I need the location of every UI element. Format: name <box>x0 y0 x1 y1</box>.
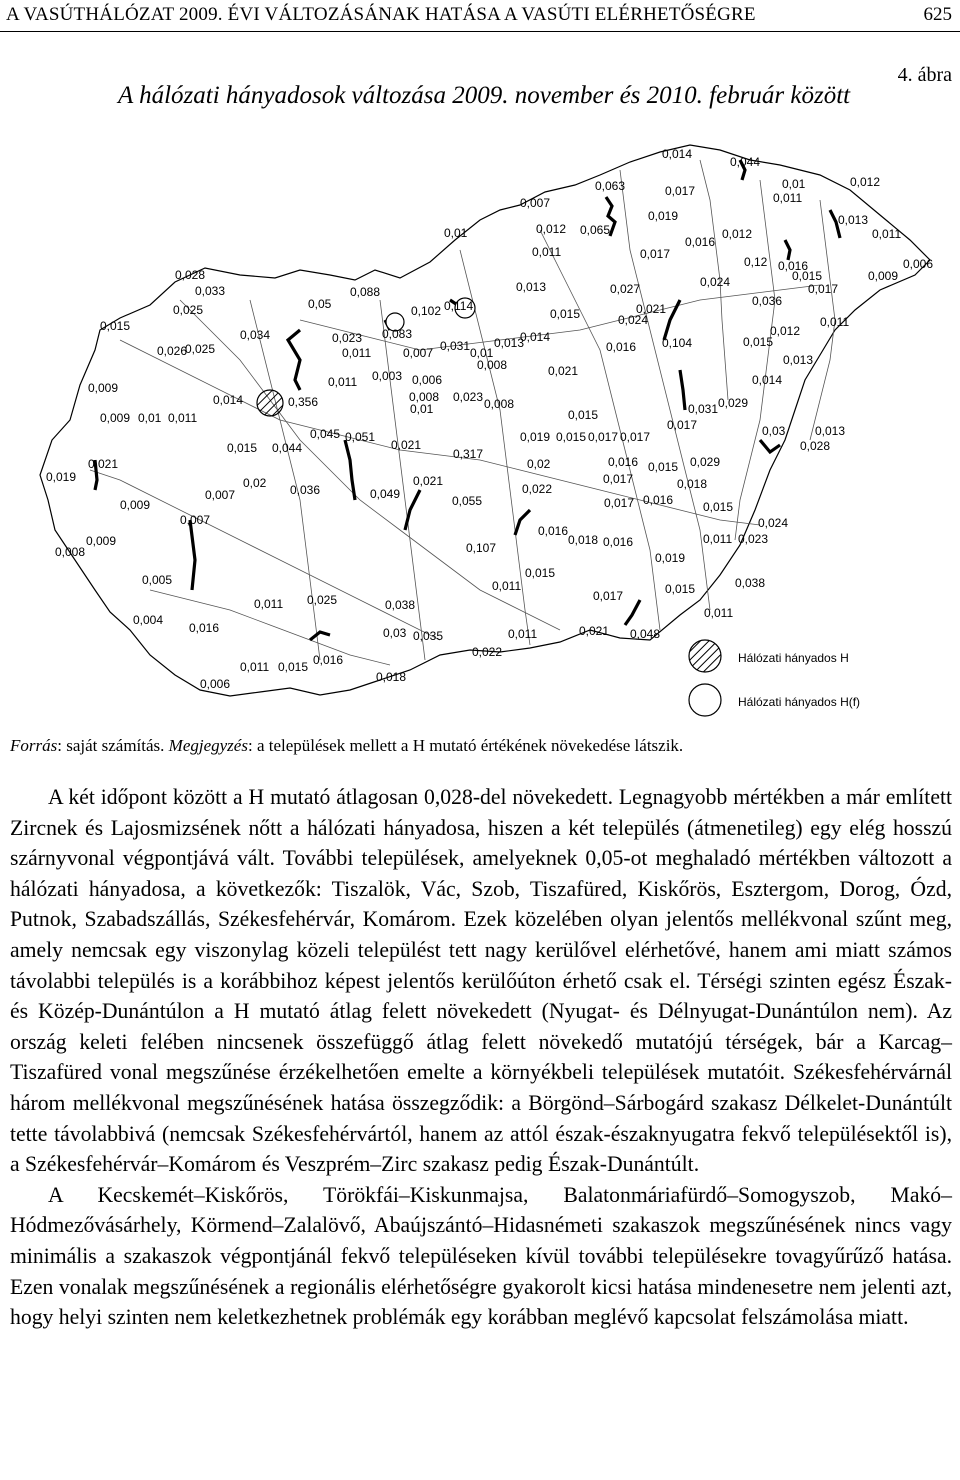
map-value: 0,011 <box>168 411 198 425</box>
map-value: 0,009 <box>88 381 119 395</box>
running-title: A VASÚTHÁLÓZAT 2009. ÉVI VÁLTOZÁSÁNAK HATÁSA A VASÚTI ELÉRHETŐSÉGRE <box>6 4 756 25</box>
map-value: 0,027 <box>610 282 641 296</box>
paragraph: A Kecskemét–Kiskőrös, Törökfái–Kiskunmajsa, Balatonmáriafürdő–Somogyszob, Makó–Hódmezővásárhely, Körmend–Zalalövő, Abaújszántó–Hidasnémeti szakaszok megszűnésének nincs vagy minimális a szakaszok végpontjánál fekvő településeken kívül további településekre tovagyűrűző hatása. Ezen vonalak megszűnésének a regionális elérhetőségre gyakorolt kicsi hatása mindenesetre nem jelenti azt, hogy helyi szinten nem keletkezhetnek problémák egy korábban meglévő kapcsolat felszámolása miatt. <box>10 1182 952 1330</box>
map-value: 0,022 <box>522 482 553 496</box>
map-value: 0,025 <box>185 342 216 356</box>
map-value: 0,015 <box>556 430 587 444</box>
page-number: 625 <box>923 4 952 25</box>
map-value: 0,011 <box>872 227 902 241</box>
map-value: 0,015 <box>278 660 309 674</box>
map-value: 0,017 <box>604 496 635 510</box>
map-value: 0,016 <box>643 493 674 507</box>
map-value: 0,015 <box>648 460 679 474</box>
map-value: 0,107 <box>466 541 497 555</box>
map-value: 0,008 <box>409 390 440 404</box>
map-value: 0,021 <box>88 457 119 471</box>
map-value: 0,011 <box>704 606 734 620</box>
map-value: 0,011 <box>254 597 284 611</box>
map-value: 0,024 <box>618 313 649 327</box>
map-value: 0,015 <box>550 307 581 321</box>
map-value: 0,018 <box>376 670 407 684</box>
map-value: 0,01 <box>470 346 494 360</box>
map-value: 0,038 <box>385 598 416 612</box>
map-value: 0,025 <box>307 593 338 607</box>
map-value: 0,006 <box>903 257 934 271</box>
map-value: 0,015 <box>792 269 823 283</box>
map-value: 0,016 <box>608 455 639 469</box>
map-value: 0,005 <box>142 573 173 587</box>
map-value: 0,017 <box>667 418 698 432</box>
map-value: 0,01 <box>138 411 162 425</box>
map-value: 0,028 <box>800 439 831 453</box>
map-value: 0,015 <box>665 582 696 596</box>
map-value: 0,021 <box>413 474 444 488</box>
map-value: 0,019 <box>655 551 686 565</box>
map-value: 0,021 <box>548 364 579 378</box>
map-value: 0,051 <box>345 430 376 444</box>
map-value: 0,019 <box>520 430 551 444</box>
map-value: 0,011 <box>328 375 358 389</box>
map-value: 0,015 <box>525 566 556 580</box>
legend-empty-circle <box>689 684 721 716</box>
map-value: 0,016 <box>313 653 344 667</box>
map-value: 0,029 <box>690 455 721 469</box>
map-value: 0,011 <box>508 627 538 641</box>
map-value: 0,018 <box>568 533 599 547</box>
map-value: 0,048 <box>630 627 661 641</box>
source-label: Forrás <box>10 736 58 755</box>
map-value: 0,011 <box>342 346 372 360</box>
map-value: 0,013 <box>494 336 525 350</box>
legend-label-h: Hálózati hányados H <box>738 651 849 665</box>
map-value: 0,016 <box>538 524 569 538</box>
map-value: 0,006 <box>412 373 443 387</box>
map-value: 0,03 <box>762 424 786 438</box>
hungary-network-map <box>0 128 960 728</box>
map-value: 0,088 <box>350 285 381 299</box>
legend-hatched-circle <box>689 640 721 672</box>
map-value: 0,045 <box>310 427 341 441</box>
map-legend <box>689 640 860 716</box>
map-value: 0,036 <box>290 483 321 497</box>
map-value: 0,007 <box>520 196 551 210</box>
map-value: 0,083 <box>382 327 413 341</box>
map-value: 0,028 <box>175 268 206 282</box>
map-value: 0,356 <box>288 395 319 409</box>
map-value: 0,016 <box>606 340 637 354</box>
map-value: 0,019 <box>648 209 679 223</box>
map-value: 0,017 <box>620 430 651 444</box>
map-value: 0,015 <box>703 500 734 514</box>
map-value: 0,317 <box>453 447 484 461</box>
map-value: 0,012 <box>770 324 801 338</box>
map-value: 0,007 <box>205 488 236 502</box>
map-value: 0,114 <box>444 299 474 313</box>
map-value: 0,019 <box>46 470 77 484</box>
map-value: 0,015 <box>743 335 774 349</box>
map-value: 0,025 <box>173 303 204 317</box>
map-value: 0,003 <box>372 369 403 383</box>
body-text <box>10 782 952 1333</box>
map-value: 0,017 <box>588 430 619 444</box>
map-value: 0,011 <box>703 532 733 546</box>
map-value: 0,01 <box>410 402 434 416</box>
map-value: 0,065 <box>580 223 611 237</box>
map-value: 0,024 <box>700 275 731 289</box>
map-value: 0,012 <box>536 222 567 236</box>
map-value: 0,008 <box>484 397 515 411</box>
map-value: 0,009 <box>100 411 131 425</box>
map-value-labels <box>46 147 933 691</box>
map-value: 0,01 <box>444 226 468 240</box>
map-value: 0,023 <box>738 532 769 546</box>
map-value: 0,034 <box>240 328 271 342</box>
map-value: 0,012 <box>722 227 753 241</box>
map-value: 0,009 <box>120 498 151 512</box>
map-value: 0,038 <box>735 576 766 590</box>
map-value: 0,013 <box>783 353 814 367</box>
map-value: 0,007 <box>403 346 434 360</box>
map-value: 0,011 <box>532 245 562 259</box>
map-value: 0,018 <box>677 477 708 491</box>
map-value: 0,011 <box>820 315 850 329</box>
map-value: 0,009 <box>86 534 117 548</box>
map-value: 0,009 <box>868 269 899 283</box>
map-value: 0,044 <box>272 441 303 455</box>
map-value: 0,044 <box>730 155 761 169</box>
map-value: 0,023 <box>453 390 484 404</box>
map-value: 0,031 <box>440 339 471 353</box>
map-value: 0,014 <box>662 147 693 161</box>
map-value: 0,014 <box>520 330 551 344</box>
map-value: 0,016 <box>189 621 220 635</box>
map-value: 0,012 <box>850 175 881 189</box>
map-value: 0,011 <box>240 660 270 674</box>
map-value: 0,008 <box>477 358 508 372</box>
map-value: 0,007 <box>180 513 211 527</box>
map-value: 0,055 <box>452 494 483 508</box>
map-value: 0,033 <box>195 284 226 298</box>
map-value: 0,049 <box>370 487 401 501</box>
figure-label: 4. ábra <box>897 64 952 86</box>
map-value: 0,036 <box>752 294 783 308</box>
map-value: 0,029 <box>718 396 749 410</box>
map-value: 0,016 <box>603 535 634 549</box>
map-value: 0,01 <box>782 177 806 191</box>
legend-label-hf: Hálózati hányados H(f) <box>738 695 861 709</box>
map-value: 0,026 <box>157 344 188 358</box>
map-value: 0,031 <box>688 402 719 416</box>
map-value: 0,017 <box>603 472 634 486</box>
map-value: 0,104 <box>662 336 693 350</box>
map-value: 0,015 <box>227 441 258 455</box>
map-value: 0,014 <box>213 393 244 407</box>
map-value: 0,011 <box>492 579 522 593</box>
map-value: 0,063 <box>595 179 626 193</box>
map-value: 0,017 <box>593 589 624 603</box>
map-value: 0,017 <box>665 184 696 198</box>
map-value: 0,013 <box>838 213 869 227</box>
map-value: 0,017 <box>640 247 671 261</box>
map-value: 0,023 <box>332 331 363 345</box>
map-value: 0,021 <box>391 438 422 452</box>
map-value: 0,008 <box>55 545 86 559</box>
map-value: 0,02 <box>243 476 267 490</box>
note-label: Megjegyzés <box>168 736 248 755</box>
map-value: 0,024 <box>758 516 789 530</box>
map-value: 0,022 <box>472 645 503 659</box>
map-value: 0,014 <box>752 373 783 387</box>
map-value: 0,017 <box>808 282 839 296</box>
source-text: : saját számítás. <box>57 736 169 755</box>
map-value: 0,03 <box>383 626 407 640</box>
map-value: 0,006 <box>200 677 231 691</box>
map-value: 0,035 <box>413 629 444 643</box>
figure-source-note <box>10 736 683 756</box>
map-value: 0,021 <box>579 624 610 638</box>
map-value: 0,015 <box>568 408 599 422</box>
map-value: 0,004 <box>133 613 164 627</box>
map-value: 0,016 <box>685 235 716 249</box>
map-value: 0,12 <box>744 255 768 269</box>
map-value: 0,021 <box>636 302 667 316</box>
map-value: 0,102 <box>411 304 442 318</box>
running-header <box>0 0 960 32</box>
paragraph: A két időpont között a H mutató átlagosan 0,028-del növekedett. Legnagyobb mértékben a már említett Zircnek és Lajosmizsének nőtt a hálózati hányadosa, hiszen a két település (átmenetileg) egy elég hosszú szárnyvonal végpontjává vált. További települések, amelyeknek 0,05-ot meghaladó mértékben változott a hálózati hányadosa, a következők: Tiszalök, Vác, Szob, Tiszafüred, Kiskőrös, Esztergom, Dorog, Ózd, Putnok, Szabadszállás, Székesfehérvár, Komárom. Ezek közelében olyan jelentős mellékvonal szűnt meg, amely nemcsak egy viszonylag közeli települést tett nagy kerülővel elérhetővé, hanem ami miatt számos távolabbi település is a korábbihoz képest jelentős kerülőúton érhető csak el. Térségi szinten egész Észak- és Közép-Dunántúlon a H mutató átlag felett növekedett (Nyugat- és Délnyugat-Dunántúlon nem). Az ország keleti felében nincsenek összefüggő átlag felett növekedő mutatójú térségek, bár a Karcag–Tiszafüred vonal megszűnése érzékelhetően emelte a környékbeli települések mutatóit. Székesfehérvárnál három mellékvonal megszűnésének hatása összegződik: a Börgönd–Sárbogárd szakasz Délkelet-Dunántúlt tette távolabbivá (nemcsak Székesfehérvártól, hanem az attól észak-északnyugatra fekvő településektől is), a Székesfehérvár–Komárom és Veszprém–Zirc szakasz pedig Észak-Dunántúlt. <box>10 785 952 1177</box>
map-value: 0,013 <box>815 424 846 438</box>
figure-title: A hálózati hányadosok változása 2009. november és 2010. február között <box>118 82 851 109</box>
map-value: 0,015 <box>100 319 131 333</box>
map-value: 0,016 <box>778 259 809 273</box>
note-text: : a települések mellett a H mutató értékének növekedése látszik. <box>247 736 684 755</box>
map-value: 0,013 <box>516 280 547 294</box>
map-value: 0,02 <box>527 457 551 471</box>
map-value: 0,05 <box>308 297 332 311</box>
map-value: 0,011 <box>773 191 803 205</box>
